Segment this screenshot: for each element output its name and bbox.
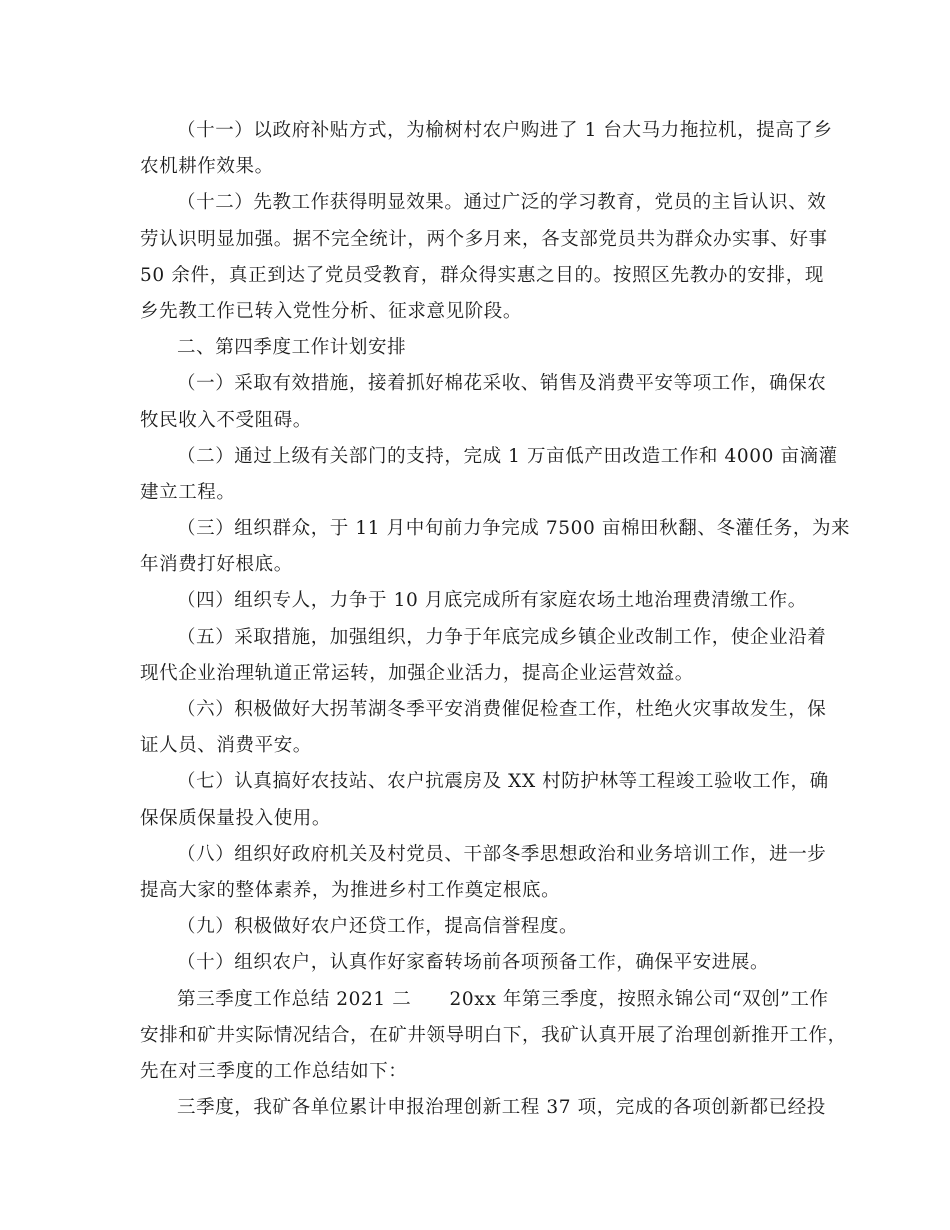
plan-item-6-line-2: 证人员、消费平安。 [140,735,312,757]
q3-innovation-line-1: 三季度，我矿各单位累计申报治理创新工程 37 项，完成的各项创新都已经投 [177,1097,826,1119]
paragraph-12-line-1: （十二）先教工作获得明显效果。通过广泛的学习教育，党员的主旨认识、效 [177,192,827,214]
plan-item-5-line-2: 现代企业治理轨道正常运转，加强企业活力，提高企业运营效益。 [140,662,694,684]
section-heading-q4-plan: 二、第四季度工作计划安排 [177,337,407,359]
q3-summary-line-3: 先在对三季度的工作总结如下： [140,1060,408,1082]
plan-item-1-line-2: 牧民收入不受阻碍。 [140,409,312,431]
plan-item-2-line-1: （二）通过上级有关部门的支持，完成 1 万亩低产田改造工作和 4000 亩滴灌 [177,445,838,467]
plan-item-3-line-1: （三）组织群众，于 11 月中旬前力争完成 7500 亩棉田秋翻、冬灌任务，为来 [177,518,851,540]
plan-item-10: （十）组织农户，认真作好家畜转场前各项预备工作，确保平安进展。 [177,952,770,974]
plan-item-5-line-1: （五）采取措施，加强组织，力争于年底完成乡镇企业改制工作，使企业沿着 [177,626,827,648]
plan-item-4: （四）组织专人，力争于 10 月底完成所有家庭农场土地治理费清缴工作。 [177,590,807,612]
paragraph-12-line-3: 50 余件，真正到达了党员受教育，群众得实惠之目的。按照区先教办的安排，现 [140,264,824,286]
q3-summary-line-1: 第三季度工作总结 2021 二 20xx 年第三季度，按照永锦公司“双创”工作 [177,988,829,1010]
plan-item-1-line-1: （一）采取有效措施，接着抓好棉花采收、销售及消费平安等项工作，确保农 [177,373,827,395]
plan-item-7-line-1: （七）认真搞好农技站、农户抗震房及 XX 村防护林等工程竣工验收工作，确 [177,771,829,793]
paragraph-11-line-1: （十一）以政府补贴方式，为榆树村农户购进了 1 台大马力拖拉机，提高了乡 [177,120,833,141]
paragraph-12-line-2: 劳认识明显加强。据不完全统计，两个多月来，各支部党员共为群众办实事、好事 [140,228,828,250]
plan-item-8-line-2: 提高大家的整体素养，为推进乡村工作奠定根底。 [140,879,561,901]
plan-item-2-line-2: 建立工程。 [140,481,236,503]
paragraph-11-line-2: 农机耕作效果。 [140,156,274,178]
q3-summary-line-2: 安排和矿井实际情况结合，在矿井领导明白下，我矿认真开展了治理创新推开工作， [140,1024,847,1046]
paragraph-12-line-4: 乡先教工作已转入党性分析、征求意见阶段。 [140,300,523,322]
plan-item-3-line-2: 年消费打好根底。 [140,554,293,576]
plan-item-9: （九）积极做好农户还贷工作，提高信誉程度。 [177,916,579,938]
plan-item-7-line-2: 保保质保量投入使用。 [140,807,332,829]
plan-item-6-line-1: （六）积极做好大拐苇湖冬季平安消费催促检查工作，杜绝火灾事故发生，保 [177,699,827,720]
document-body [140,117,851,1130]
plan-item-8-line-1: （八）组织好政府机关及村党员、干部冬季思想政治和业务培训工作，进一步 [177,843,827,865]
